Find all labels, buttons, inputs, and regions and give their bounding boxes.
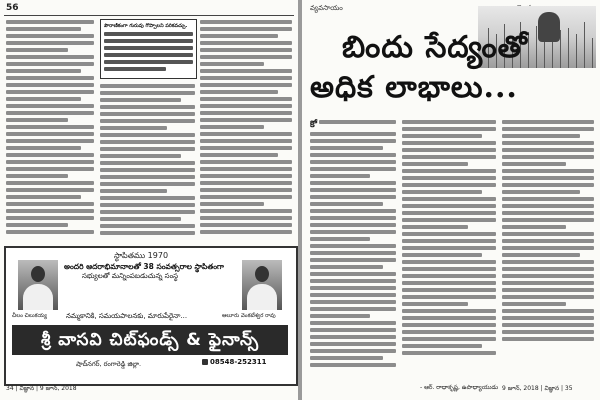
ad-line-3: నమ్మకానికి, సమయపాలనకు, మారుపేరైనా... [66,312,188,320]
pullquote-box [100,19,197,79]
article-dropcap: కో [310,120,317,130]
pullquote-text: పౌరాణికంగా గురువు గొప్పాలని పరికవచ్చు. [104,23,188,29]
right-column-3 [502,120,594,344]
left-footer: 34 | విజ్ఞాన | 9 జూన్, 2018 [6,385,77,392]
left-column-2 [100,84,195,238]
pullquote-lines [104,32,193,74]
ad-company-banner: శ్రీ వాసవి చిట్‌ఫండ్స్ & ఫైనాన్స్ [12,325,288,355]
left-column-1 [6,20,94,237]
ad-phone-number: 08548-252311 [210,358,267,366]
page-number-top: 56 [6,3,19,13]
right-column-2 [402,120,496,358]
ad-portrait-left [18,260,58,310]
ad-address: షాద్‌నగర్, రంగారెడ్డి జిల్లా. [76,360,142,368]
ad-caption-right: ఆలూరు వెంకటేశ్వర రావు [222,313,276,319]
chit-fund-advertisement [4,246,298,386]
top-rule [4,15,294,16]
article-byline: - ఆర్. రాధాకృష్ణ, ఉపాధ్యాయుడు [420,384,499,391]
phone-icon [202,359,208,365]
ad-caption-left: చీలం చిలుకయ్య [12,313,48,319]
ad-line-1: అందరి ఆదరాభిమానాలతో 38 సంవత్సరాల స్థాపితంగా [64,262,224,271]
right-column-1 [310,120,396,370]
ad-established-tag: స్థాపితము 1970 [114,251,169,260]
left-column-3 [200,20,292,237]
ad-portrait-right [242,260,282,310]
farmer-figure [538,12,560,42]
right-page [302,0,600,400]
left-page [0,0,298,400]
headline-line-2: అధిక లాభాలు... [310,70,518,105]
ad-phone [202,358,266,366]
section-label: వ్యవసాయం [310,4,343,12]
right-footer: 9 జూన్, 2018 | విజ్ఞాన | 35 [502,385,573,392]
headline-line-1: బిందు సేద్యంతో [342,30,528,65]
ad-line-2: సభ్యులతో మన్నింపబడుచున్న సంస్థ [82,272,179,280]
